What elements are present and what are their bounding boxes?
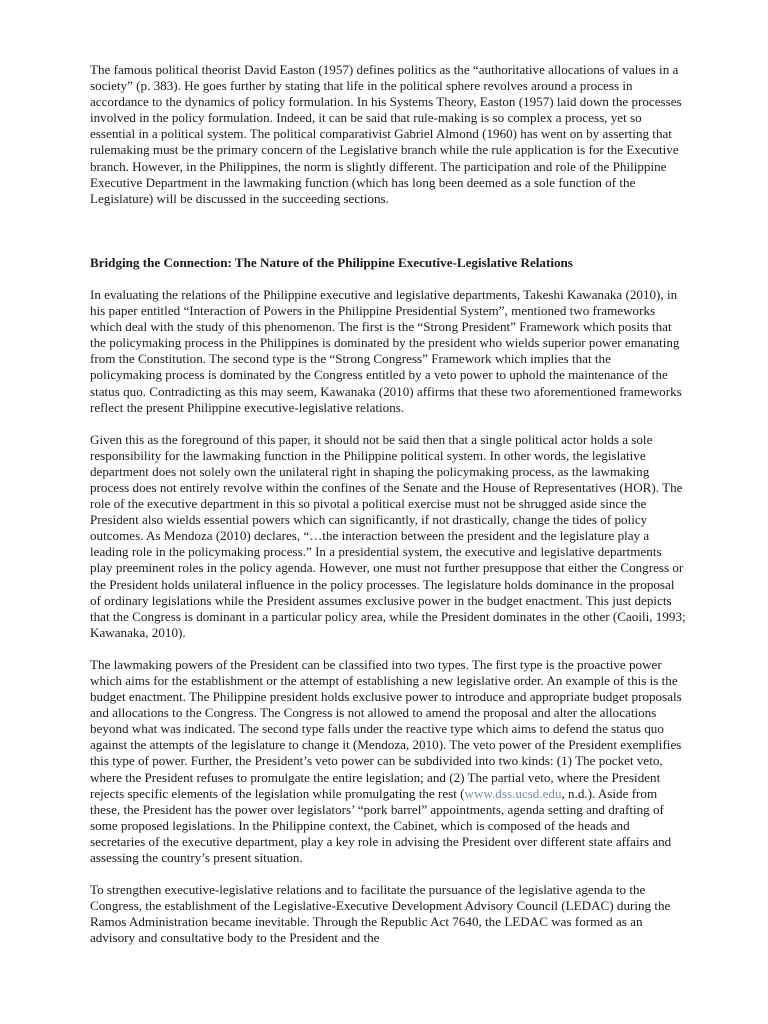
paragraph-text-before-link: The lawmaking powers of the President can be classified into two types. The first type is the proactive power which aims for the establishment or the attempt of establishing a new legislative order. An example of this is the budget enactment. The Philippine president holds exclusive power to introduce and appropriate budget proposals and allocations to the Congress. The Congress is not allowed to amend the proposal and alter the allocations beyond what was indicated. The second type falls under the reactive type which aims to defend the status quo against the attempts of the legislature to change it (Mendoza, 2010). The veto power of the President exemplifies this type of power. Further, the President’s veto power can be subdivided into two kinds: (1) The pocket veto, where the President refuses to promulgate the entire legislation; and (2) The partial veto, where the President rejects specific elements of the legislation while promulgating the rest ( bbox=[90, 656, 682, 801]
paragraph-lawmaking-responsibility: Given this as the foreground of this paper, it should not be said then that a single political actor holds a sole responsibility for the lawmaking function in the Philippine political system. In other words, the legislative department does not solely own the unilateral right in shaping the policymaking process, as the lawmaking process does not entirely revolve within the confines of the Senate and the House of Representatives (HOR). The role of the executive department in this so pivotal a political exercise must not be shrugged aside since the President also wields essential powers which can significantly, if not drastically, change the tides of policy outcomes. As Mendoza (2010) declares, “…the interaction between the president and the legislature play a leading role in the policymaking process.” In a presidential system, the executive and legislative departments play preeminent roles in the policy agenda. However, one must not further presuppose that either the Congress or the President holds unilateral influence in the policy processes. The legislature holds dominance in the proposal of ordinary legislations while the President assumes exclusive power in the budget enactment. This just depicts that the Congress is dominant in a particular policy area, while the President dominates in the other (Caoili, 1993; Kawanaka, 2010). bbox=[90, 431, 686, 640]
source-link[interactable]: www.dss.ucsd.edu bbox=[464, 785, 562, 801]
paragraph-frameworks: In evaluating the relations of the Philippine executive and legislative departments, Takeshi Kawanaka (2010), in his paper entitled “Interaction of Powers in the Philippine Presidential System”, mentioned two frameworks which deal with the study of this phenomenon. The first is the “Strong President” Framework which posits that the policymaking process in the Philippines is dominated by the president who wields superior power emanating from the Constitution. The second type is the “Strong Congress” Framework which implies that the policymaking process is dominated by the Congress entitled by a veto power to uphold the maintenance of the status quo. Contradicting as this may seem, Kawanaka (2010) affirms that these two aforementioned frameworks reflect the present Philippine executive-legislative relations. bbox=[90, 286, 682, 415]
paragraph-presidential-powers bbox=[90, 657, 686, 866]
paragraph-ledac: To strengthen executive-legislative relations and to facilitate the pursuance of the legislative agenda to the Congress, the establishment of the Legislative-Executive Development Advisory Council (LEDAC) during the Ramos Administration became inevitable. Through the Republic Act 7640, the LEDAC was formed as an advisory and consultative body to the President and the bbox=[90, 882, 671, 946]
section-heading: Bridging the Connection: The Nature of the Philippine Executive-Legislative Relations bbox=[90, 254, 573, 270]
paragraph-text-after-link: , n.d.). Aside from these, the President has the power over legislators’ “pork barrel” appointments, agenda setting and drafting of some proposed legislations. In the Philippine context, the Cabinet, which is composed of the heads and secretaries of the executive department, play a key role in advising the President over different state affairs and assessing the country’s present situation. bbox=[90, 785, 672, 866]
intro-paragraph: The famous political theorist David Easton (1957) defines politics as the “authoritative allocations of values in a society” (p. 383). He goes further by stating that life in the political sphere revolves around a process in accordance to the dynamics of policy formulation. In his Systems Theory, Easton (1957) laid down the processes involved in the policy formulation. Indeed, it can be said that rule-making is so complex a process, yet so essential in a political system. The political comparativist Gabriel Almond (1960) has went on by asserting that rulemaking must be the primary concern of the Legislative branch while the rule application is for the Executive branch. However, in the Philippines, the norm is slightly different. The participation and role of the Philippine Executive Department in the lawmaking function (which has long been deemed as a sole function of the Legislature) will be discussed in the succeeding sections. bbox=[90, 62, 682, 206]
document-page bbox=[90, 62, 686, 963]
